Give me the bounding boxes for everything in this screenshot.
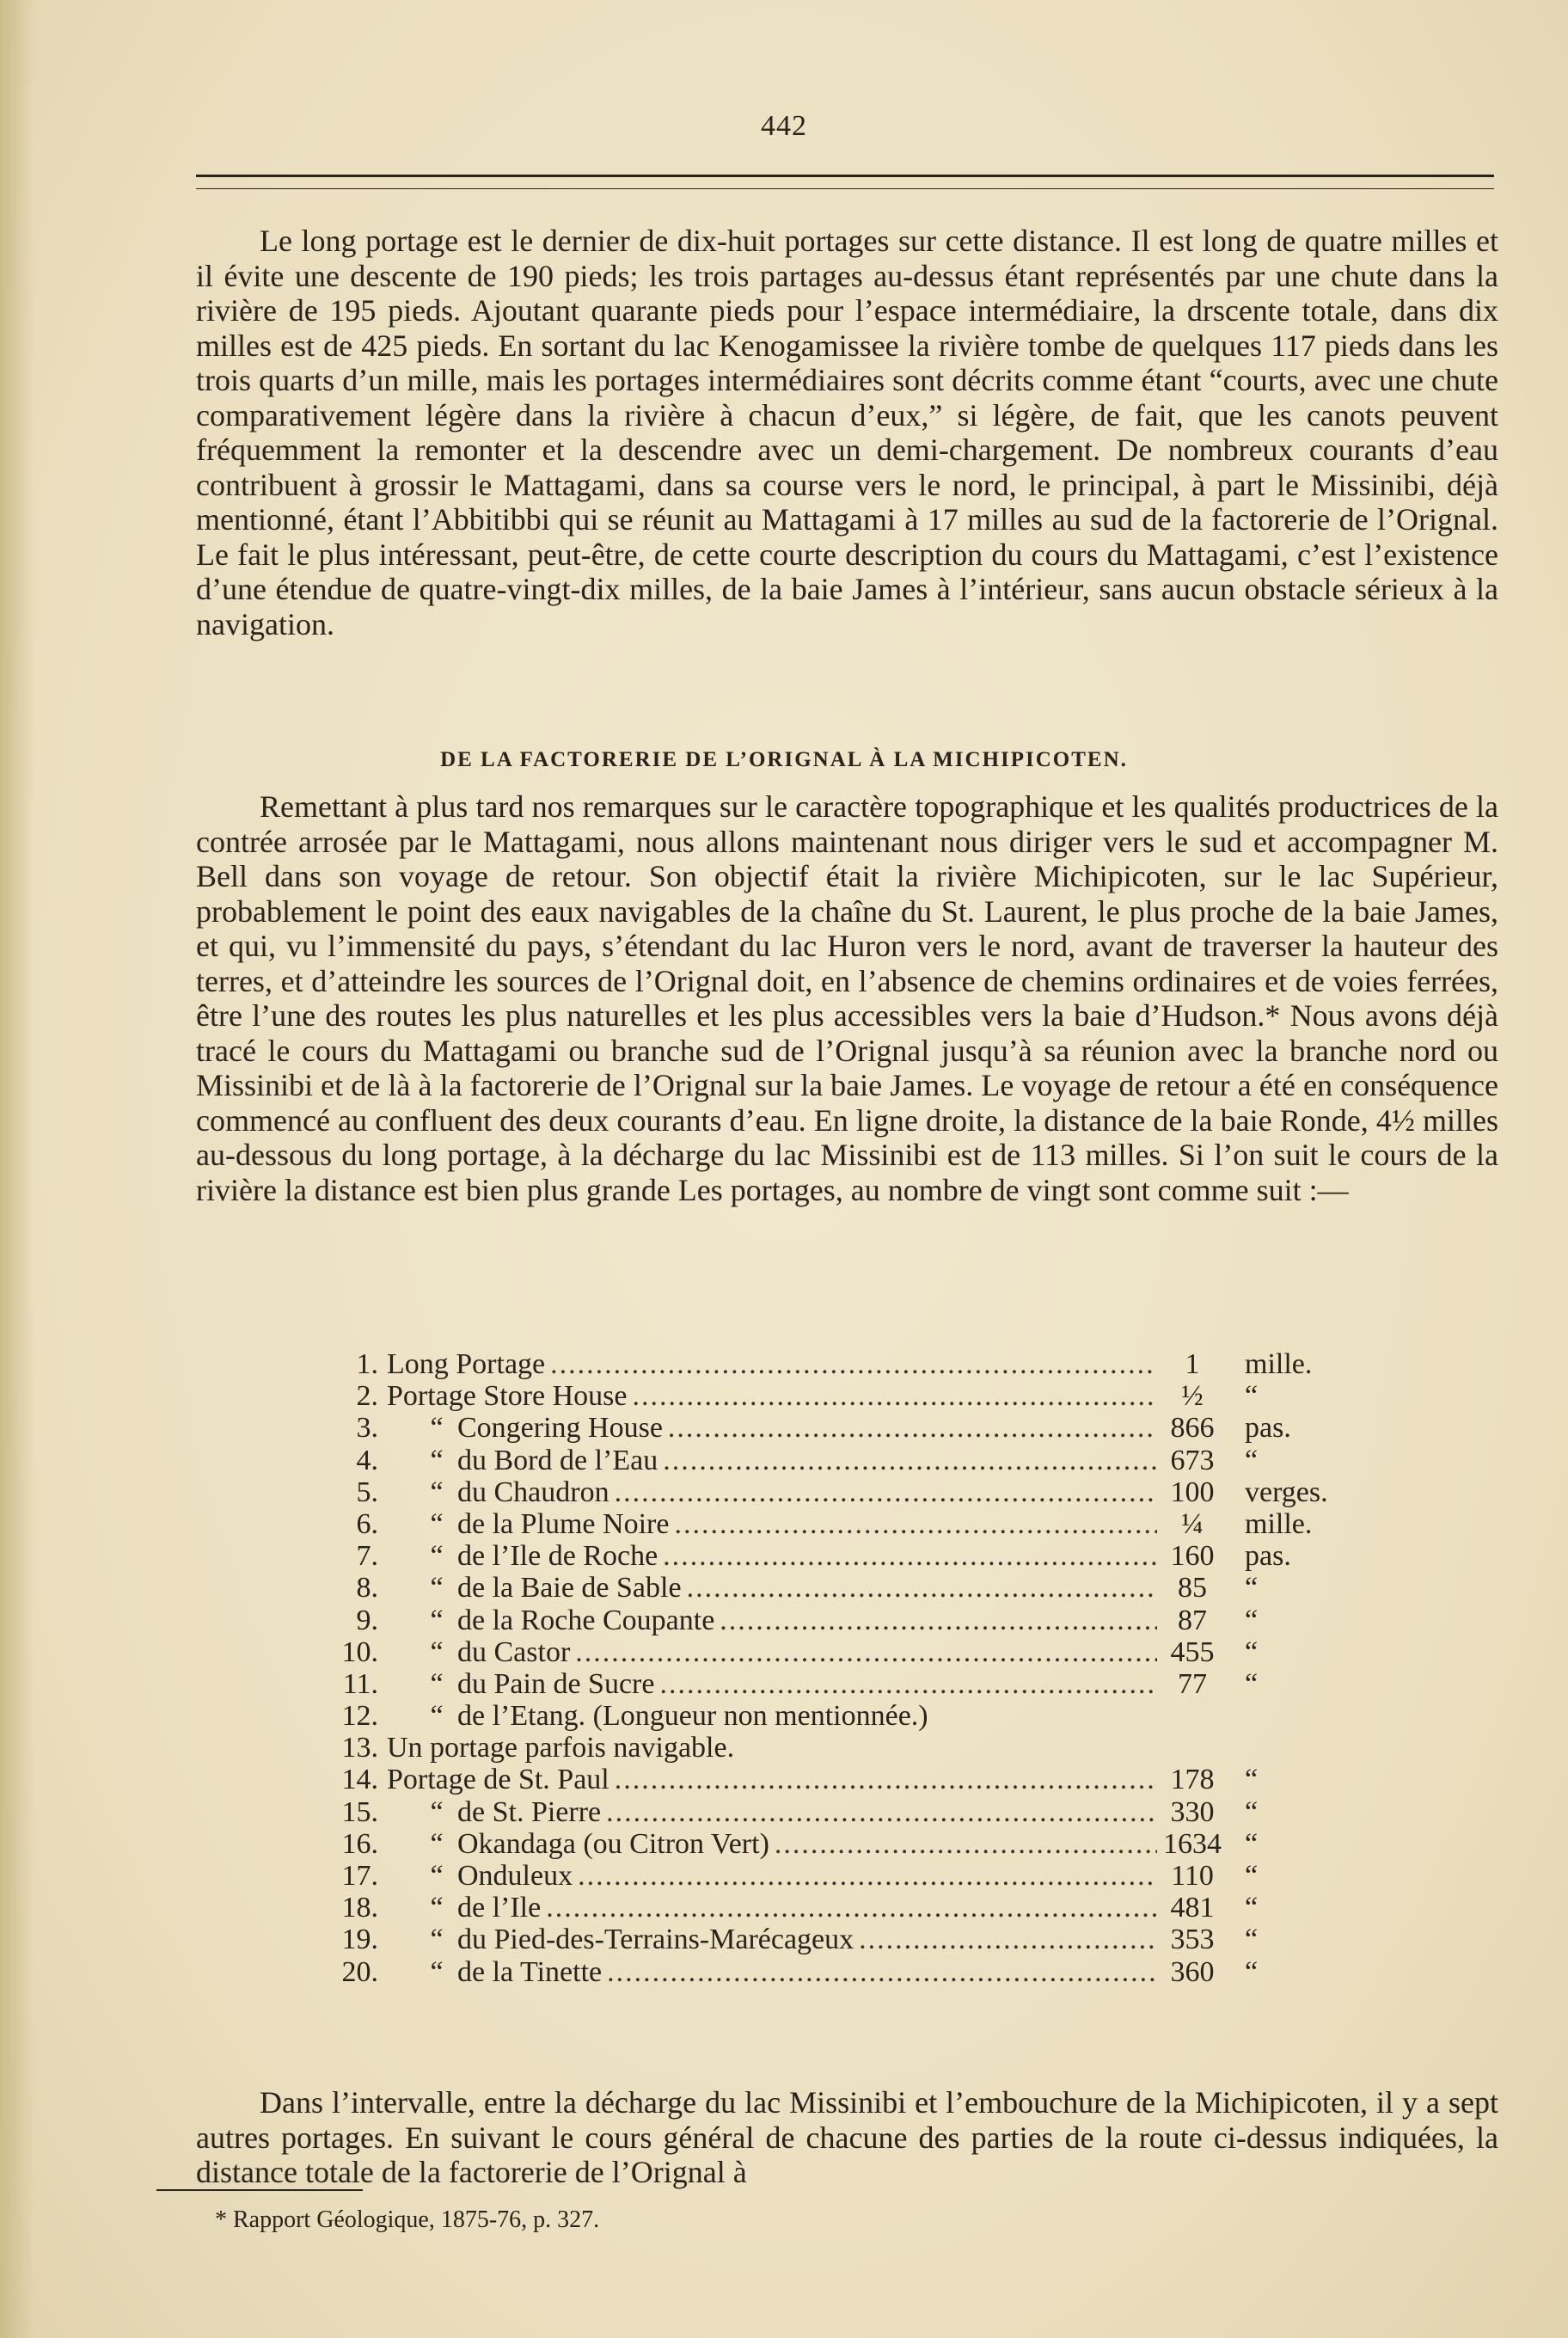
ditto-mark: “ bbox=[430, 1924, 444, 1956]
portage-name: du Chaudron bbox=[457, 1476, 609, 1508]
ditto-mark: “ bbox=[430, 1795, 444, 1828]
portage-unit: “ bbox=[1245, 1860, 1259, 1892]
leader-dots bbox=[578, 1860, 1157, 1892]
page-number: 442 bbox=[761, 110, 807, 142]
portage-unit: “ bbox=[1245, 1380, 1259, 1413]
footnote-rule bbox=[156, 2189, 363, 2191]
portage-distance: 160 bbox=[1170, 1540, 1215, 1573]
portage-distance: 87 bbox=[1178, 1604, 1207, 1636]
portage-row bbox=[316, 1540, 1348, 1572]
leader-dots bbox=[659, 1668, 1157, 1700]
portage-distance: 455 bbox=[1170, 1635, 1215, 1668]
portage-distance: 100 bbox=[1170, 1476, 1215, 1508]
portage-number: 15. bbox=[341, 1795, 378, 1828]
portage-unit: pas. bbox=[1245, 1540, 1291, 1573]
portage-unit: “ bbox=[1245, 1572, 1259, 1605]
portage-row bbox=[316, 1860, 1348, 1892]
leader-dots bbox=[720, 1605, 1157, 1636]
leader-dots bbox=[615, 1476, 1157, 1508]
portage-unit: verges. bbox=[1245, 1476, 1328, 1508]
portage-number: 20. bbox=[341, 1955, 378, 1988]
portage-row bbox=[316, 1476, 1348, 1508]
portage-number: 16. bbox=[341, 1827, 378, 1860]
portage-name: Un portage parfois navigable. bbox=[387, 1732, 735, 1764]
binding-shadow bbox=[0, 0, 34, 2338]
portage-name: Long Portage bbox=[387, 1348, 546, 1380]
portage-number: 2. bbox=[356, 1380, 378, 1413]
leader-dots bbox=[687, 1572, 1157, 1604]
portage-name: de l’Ile de Roche bbox=[457, 1540, 658, 1573]
portage-unit: “ bbox=[1245, 1955, 1259, 1988]
ditto-mark: “ bbox=[430, 1476, 444, 1508]
portage-name: de l’Ile bbox=[457, 1892, 542, 1924]
ditto-mark: “ bbox=[430, 1955, 444, 1988]
portage-row bbox=[316, 1445, 1348, 1476]
portage-name: Congering House bbox=[457, 1412, 663, 1445]
leader-dots bbox=[607, 1956, 1157, 1988]
portage-distance: 673 bbox=[1170, 1444, 1215, 1476]
leader-dots bbox=[775, 1828, 1157, 1860]
portage-distance: 178 bbox=[1170, 1764, 1215, 1796]
leader-dots bbox=[575, 1636, 1157, 1668]
leader-dots bbox=[546, 1892, 1157, 1924]
portage-number: 13. bbox=[341, 1732, 378, 1764]
portage-row bbox=[316, 1828, 1348, 1860]
portage-name: de la Baie de Sable bbox=[457, 1572, 682, 1605]
portage-row bbox=[316, 1764, 1348, 1795]
portage-number: 9. bbox=[356, 1604, 378, 1636]
portage-name: du Pain de Sucre bbox=[457, 1667, 655, 1700]
portage-number: 8. bbox=[356, 1572, 378, 1605]
portage-row bbox=[316, 1380, 1348, 1412]
portage-distance: 77 bbox=[1178, 1667, 1207, 1700]
portage-distance: 85 bbox=[1178, 1572, 1207, 1605]
portage-name: Portage Store House bbox=[387, 1380, 628, 1413]
portage-unit: “ bbox=[1245, 1892, 1259, 1924]
portage-row bbox=[316, 1892, 1348, 1924]
portage-name: Onduleux bbox=[457, 1860, 573, 1892]
ditto-mark: “ bbox=[430, 1444, 444, 1476]
leader-dots bbox=[550, 1348, 1157, 1380]
portage-number: 4. bbox=[356, 1444, 378, 1476]
portage-number: 3. bbox=[356, 1412, 378, 1445]
portage-unit: “ bbox=[1245, 1827, 1259, 1860]
portage-row bbox=[316, 1700, 1348, 1732]
ditto-mark: “ bbox=[430, 1572, 444, 1605]
header-rule-thin bbox=[196, 188, 1494, 189]
ditto-mark: “ bbox=[430, 1604, 444, 1636]
leader-dots bbox=[668, 1412, 1157, 1444]
leader-dots bbox=[633, 1380, 1157, 1412]
portage-distance: ½ bbox=[1181, 1380, 1204, 1413]
portage-row bbox=[316, 1508, 1348, 1540]
portage-unit: pas. bbox=[1245, 1412, 1291, 1445]
section-heading: DE LA FACTORERIE DE L’ORIGNAL À LA MICHIPICOTEN. bbox=[440, 748, 1128, 771]
leader-dots bbox=[663, 1540, 1157, 1572]
portage-number: 1. bbox=[356, 1348, 378, 1380]
portage-unit: “ bbox=[1245, 1604, 1259, 1636]
portage-number: 18. bbox=[341, 1892, 378, 1924]
portage-name: de la Tinette bbox=[457, 1955, 603, 1988]
portage-distance: 110 bbox=[1171, 1860, 1214, 1892]
portage-distance: 330 bbox=[1170, 1795, 1215, 1828]
portage-name: du Pied-des-Terrains-Marécageux bbox=[457, 1924, 854, 1956]
leader-dots bbox=[663, 1445, 1157, 1476]
ditto-mark: “ bbox=[430, 1412, 444, 1445]
portage-number: 12. bbox=[341, 1700, 378, 1733]
portage-distance: 481 bbox=[1170, 1892, 1215, 1924]
portage-name: du Castor bbox=[457, 1635, 571, 1668]
portage-number: 6. bbox=[356, 1507, 378, 1540]
portage-distance: 1634 bbox=[1163, 1827, 1222, 1860]
portage-name: du Bord de l’Eau bbox=[457, 1444, 658, 1476]
portage-row bbox=[316, 1412, 1348, 1444]
portage-row bbox=[316, 1636, 1348, 1668]
portage-row bbox=[316, 1348, 1348, 1380]
portage-number: 5. bbox=[356, 1476, 378, 1508]
ditto-mark: “ bbox=[430, 1667, 444, 1700]
portage-row bbox=[316, 1732, 1348, 1764]
portage-number: 10. bbox=[341, 1635, 378, 1668]
portage-number: 11. bbox=[342, 1667, 378, 1700]
ditto-mark: “ bbox=[430, 1860, 444, 1892]
portage-name: de la Roche Coupante bbox=[457, 1604, 715, 1636]
ditto-mark: “ bbox=[430, 1827, 444, 1860]
leader-dots bbox=[674, 1508, 1157, 1540]
paragraph-return-voyage: Remettant à plus tard nos remarques sur le caractère topographique et les qualités productrices de la contrée arrosée par le Mattagami, nous allons maintenant nous diriger vers le sud et accompagner M. Bell dans son voyage de retour. Son objectif était la rivière Michipicoten, sur le lac Supérieur, probablement le point des eaux navigables de la chaîne du St. Laurent, le plus proche de la baie James, et qui, vu l’immensité du pays, s’étendant du lac Huron vers le nord, avant de traverser la hauteur des terres, et d’atteindre les sources de l’Orignal doit, en l’absence de chemins ordinaires et de voies ferrées, être l’une des routes les plus naturelles et les plus accessibles vers la baie d’Hudson.* Nous avons déjà tracé le cours du Mattagami ou branche sud de l’Orignal jusqu’à sa réunion avec la branche nord ou Missinibi et de là à la factorerie de l’Orignal sur la baie James. Le voyage de retour a été en conséquence commencé au confluent des deux courants d’eau. En ligne droite, la distance de la baie Ronde, 4½ milles au-dessous du long portage, à la décharge du lac Missinibi est de 113 milles. Si l’on suit le cours de la rivière la distance est bien plus grande Les portages, au nombre de vingt sont comme suit :— bbox=[196, 789, 1498, 1207]
portage-unit: “ bbox=[1245, 1444, 1259, 1476]
portage-row bbox=[316, 1605, 1348, 1636]
portage-unit: “ bbox=[1245, 1635, 1259, 1668]
ditto-mark: “ bbox=[430, 1892, 444, 1924]
paragraph-long-portage: Le long portage est le dernier de dix-huit portages sur cette distance. Il est long de quatre milles et il évite une descente de 190 pieds; les trois partages au-dessus étant représentés par une chute dans la rivière de 195 pieds. Ajoutant quarante pieds pour l’espace intermédiaire, la drscente totale, dans dix milles est de 425 pieds. En sortant du lac Kenogamissee la rivière tombe de quelques 117 pieds dans les trois quarts d’un mille, mais les portages intermédiaires sont décrits comme étant “courts, avec une chute comparativement légère dans la rivière à chacun d’eux,” si légère, de fait, que les canots peuvent fréquemment la remonter et la descendre avec un demi-chargement. De nombreux courants d’eau contribuent à grossir le Mattagami, dans sa course vers le nord, le principal, à part le Missinibi, déjà mentionné, étant l’Abbitibbi qui se réunit au Mattagami à 17 milles au sud de la factorerie de l’Orignal. Le fait le plus intéressant, peut-être, de cette courte description du cours du Mattagami, c’est l’existence d’une étendue de quatre-vingt-dix milles, de la baie James à l’intérieur, sans aucun obstacle sérieux à la navigation. bbox=[196, 224, 1498, 641]
portage-unit: “ bbox=[1245, 1764, 1259, 1796]
portage-unit: “ bbox=[1245, 1667, 1259, 1700]
portage-name: Portage de St. Paul bbox=[387, 1764, 609, 1796]
portage-row bbox=[316, 1572, 1348, 1604]
portage-unit: mille. bbox=[1245, 1348, 1313, 1380]
portage-name: Okandaga (ou Citron Vert) bbox=[457, 1827, 769, 1860]
ditto-mark: “ bbox=[430, 1540, 444, 1573]
portage-row bbox=[316, 1668, 1348, 1700]
ditto-mark: “ bbox=[430, 1700, 444, 1733]
leader-dots bbox=[859, 1924, 1157, 1955]
portage-row bbox=[316, 1956, 1348, 1988]
portage-list bbox=[316, 1348, 1348, 1988]
header-rule bbox=[196, 175, 1494, 177]
portage-unit: “ bbox=[1245, 1924, 1259, 1956]
leader-dots bbox=[606, 1796, 1157, 1828]
portage-number: 7. bbox=[356, 1540, 378, 1573]
ditto-mark: “ bbox=[430, 1635, 444, 1668]
portage-row bbox=[316, 1796, 1348, 1828]
portage-row bbox=[316, 1924, 1348, 1955]
portage-name: de St. Pierre bbox=[457, 1795, 602, 1828]
leader-dots bbox=[615, 1764, 1157, 1795]
portage-distance: ¼ bbox=[1181, 1507, 1204, 1540]
portage-name: de la Plume Noire bbox=[457, 1507, 670, 1540]
paragraph-interval: Dans l’intervalle, entre la décharge du lac Missinibi et l’embouchure de la Michipicoten, il y a sept autres portages. En suivant le cours général de chacune des parties de la route ci-dessus indiquées, la distance totale de la factorerie de l’Orignal à bbox=[196, 2085, 1498, 2189]
footnote: * Rapport Géologique, 1875-76, p. 327. bbox=[215, 2206, 600, 2233]
ditto-mark: “ bbox=[430, 1507, 444, 1540]
portage-distance: 360 bbox=[1170, 1955, 1215, 1988]
portage-number: 14. bbox=[341, 1764, 378, 1796]
portage-unit: mille. bbox=[1245, 1507, 1313, 1540]
portage-number: 17. bbox=[341, 1860, 378, 1892]
portage-name: de l’Etang. (Longueur non mentionnée.) bbox=[457, 1700, 928, 1733]
portage-distance: 866 bbox=[1170, 1412, 1215, 1445]
portage-distance: 1 bbox=[1185, 1348, 1200, 1380]
portage-unit: “ bbox=[1245, 1795, 1259, 1828]
portage-number: 19. bbox=[341, 1924, 378, 1956]
portage-distance: 353 bbox=[1170, 1924, 1215, 1956]
